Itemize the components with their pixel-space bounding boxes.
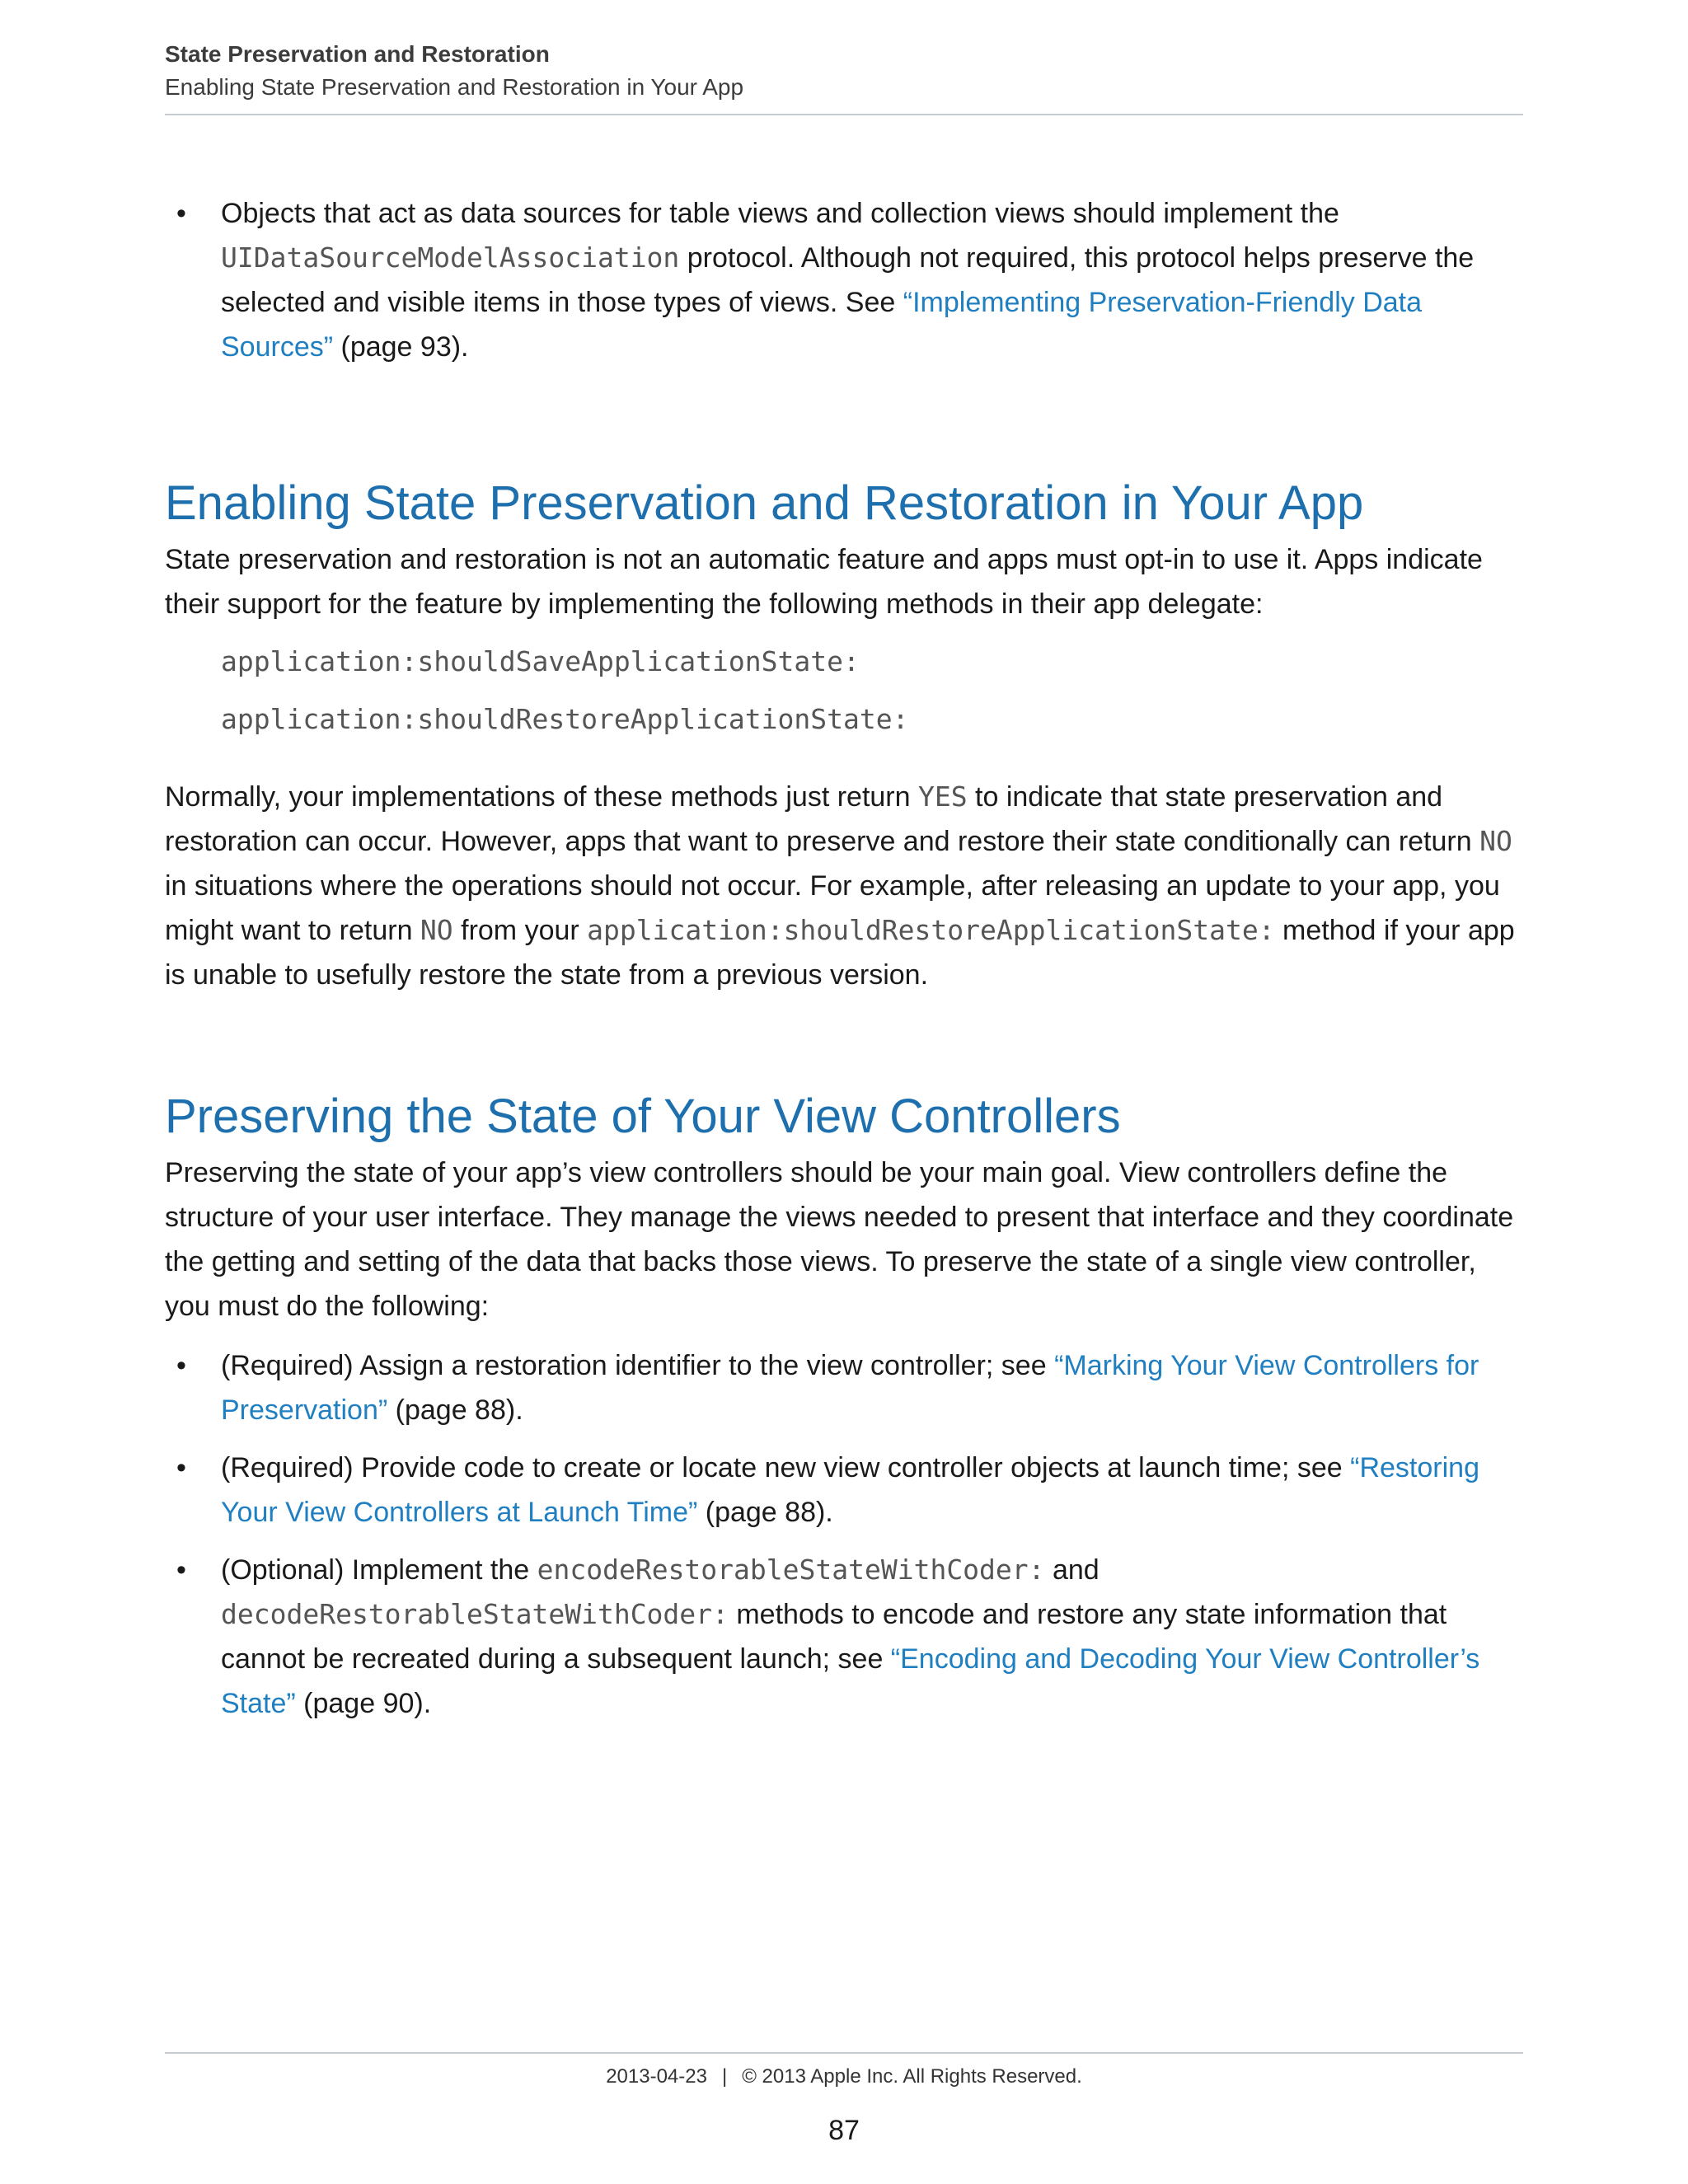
- page-reference: (page 93).: [333, 331, 469, 363]
- main-content: [165, 191, 1525, 1739]
- bullet-text: protocol. Although not required, this protocol helps preserve the selected and visible items in those types of views. See: [221, 242, 1475, 318]
- code-line: application:shouldRestoreApplicationState:: [221, 703, 909, 735]
- bullet-icon: •: [176, 1350, 186, 1381]
- section-intro: Preserving the state of your app’s view controllers should be your main goal. View controllers define the structure of your user interface. They manage the views needed to present that interface and they coordinate the getting and setting of the data that backs those views. To preserve the state of a single view controller, you must do the following:: [165, 1157, 1514, 1322]
- link-marking-view-controllers[interactable]: “Marking Your View Controllers for Preservation”: [221, 1350, 1479, 1426]
- paragraph-text: in situations where the operations should not occur. For example, after releasing an update to your app, you might want to return: [165, 870, 1500, 946]
- page-reference: (page 90).: [295, 1688, 432, 1719]
- paragraph-text: from your: [452, 915, 588, 946]
- body-paragraph: [165, 775, 1525, 997]
- list-item: [165, 1446, 1525, 1535]
- bullet-text: (Required) Provide code to create or locate new view controller objects at launch time; see: [221, 1452, 1351, 1483]
- paragraph-text: Normally, your implementations of these methods just return: [165, 781, 918, 813]
- code-inline: application:shouldRestoreApplicationState:: [587, 914, 1275, 946]
- paragraph-text: method if your app is unable to usefully restore the state from a previous version.: [165, 915, 1515, 991]
- list-item: [165, 191, 1525, 369]
- code-inline: YES: [917, 780, 968, 813]
- page-header: [165, 38, 1523, 104]
- bullet-icon: •: [176, 1554, 186, 1586]
- code-block: [165, 640, 1525, 742]
- section-intro: State preservation and restoration is not an automatic feature and apps must opt-in to use it. Apps indicate their support for the feature by implementing the following methods in their app delegate:: [165, 544, 1483, 620]
- bullet-icon: •: [176, 1452, 186, 1483]
- code-inline: NO: [420, 914, 453, 946]
- paragraph-text: to indicate that state preservation and restoration can occur. However, apps that want to preserve and restore their state conditionally can return: [165, 781, 1480, 857]
- code-inline: decodeRestorableStateWithCoder:: [221, 1598, 729, 1630]
- code-inline: encodeRestorableStateWithCoder:: [537, 1554, 1045, 1586]
- page-number: 87: [828, 2115, 860, 2146]
- page-reference: (page 88).: [387, 1394, 523, 1426]
- footer-date: 2013-04-23: [606, 2065, 707, 2088]
- list-item: [165, 1548, 1525, 1726]
- intro-bullet-list: [165, 191, 1525, 369]
- bullet-text: Objects that act as data sources for table views and collection views should implement the: [221, 198, 1339, 229]
- bullet-text: and: [1044, 1554, 1100, 1586]
- link-restoring-view-controllers[interactable]: “Restoring Your View Controllers at Launch Time”: [221, 1452, 1479, 1528]
- footer-separator: |: [721, 2065, 728, 2088]
- section-heading: Enabling State Preservation and Restoration in Your App: [165, 476, 1364, 530]
- footer: [165, 2065, 1523, 2088]
- bullet-text: (Required) Assign a restoration identifier to the view controller; see: [221, 1350, 1055, 1381]
- footer-divider: [165, 2052, 1523, 2054]
- code-inline: UIDataSourceModelAssociation: [221, 241, 680, 274]
- header-chapter-title: State Preservation and Restoration: [165, 41, 550, 67]
- bullet-text: methods to encode and restore any state information that cannot be recreated during a subsequent launch; see: [221, 1599, 1447, 1675]
- header-divider: [165, 114, 1523, 115]
- section-heading: Preserving the State of Your View Controllers: [165, 1090, 1121, 1143]
- link-encoding-decoding-state[interactable]: “Encoding and Decoding Your View Controller’s State”: [221, 1643, 1480, 1719]
- header-section-title: Enabling State Preservation and Restoration in Your App: [165, 74, 744, 100]
- requirements-bullet-list: [165, 1343, 1525, 1726]
- bullet-icon: •: [176, 198, 186, 229]
- page-reference: (page 88).: [697, 1497, 833, 1528]
- code-line: application:shouldSaveApplicationState:: [221, 645, 860, 677]
- footer-copyright: © 2013 Apple Inc. All Rights Reserved.: [742, 2065, 1082, 2088]
- list-item: [165, 1343, 1525, 1432]
- bullet-text: (Optional) Implement the: [221, 1554, 537, 1586]
- code-inline: NO: [1479, 825, 1512, 857]
- link-preservation-friendly-data-sources[interactable]: “Implementing Preservation-Friendly Data Sources”: [221, 287, 1423, 363]
